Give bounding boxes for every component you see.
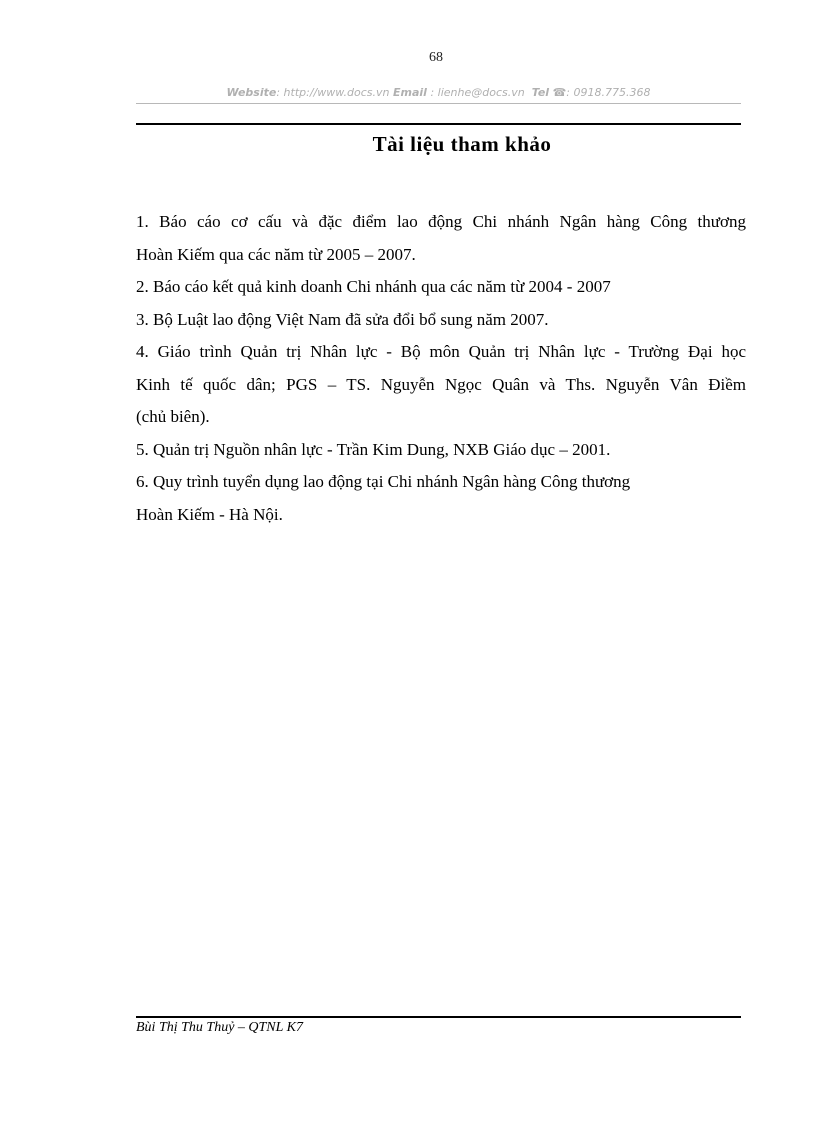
- reference-item: [136, 206, 746, 271]
- reference-line: 1. Báo cáo cơ cấu và đặc điểm lao động Chi nhánh Ngân hàng Công thương: [136, 212, 746, 231]
- reference-line: 6. Quy trình tuyển dụng lao động tại Chi nhánh Ngân hàng Công thương: [136, 472, 631, 491]
- website-url[interactable]: : http://www.docs.vn: [276, 86, 390, 99]
- website-label: Website: [226, 86, 277, 99]
- reference-item: [136, 466, 746, 531]
- reference-line: Hoàn Kiếm - Hà Nội.: [136, 504, 283, 524]
- footer-author: Bùi Thị Thu Thuỷ – QTNL K7: [136, 1020, 304, 1035]
- header-divider-thick: [136, 123, 741, 125]
- reference-list: [136, 206, 746, 531]
- reference-line: Kinh tế quốc dân; PGS – TS. Nguyễn Ngọc Quân và Ths. Nguyễn Vân Điềm: [136, 374, 746, 394]
- reference-line: Hoàn Kiếm qua các năm từ 2005 – 2007.: [136, 244, 416, 264]
- page-title: Tài liệu tham khảo: [372, 132, 552, 156]
- reference-line: 5. Quản trị Nguồn nhân lực - Trần Kim Dung, NXB Giáo dục – 2001.: [136, 439, 611, 459]
- reference-line: (chủ biên).: [136, 407, 210, 426]
- reference-item: [136, 271, 746, 304]
- page-header: [136, 86, 741, 99]
- reference-line: 3. Bộ Luật lao động Việt Nam đã sửa đổi bổ sung năm 2007.: [136, 309, 549, 329]
- reference-item: [136, 304, 746, 337]
- reference-item: [136, 336, 746, 434]
- reference-line: 4. Giáo trình Quản trị Nhân lực - Bộ môn Quản trị Nhân lực - Trường Đại học: [136, 342, 746, 361]
- reference-item: [136, 434, 746, 467]
- header-divider-thin: [136, 103, 741, 104]
- email-address[interactable]: : lienhe@docs.vn: [426, 86, 525, 99]
- reference-line: 2. Báo cáo kết quả kinh doanh Chi nhánh qua các năm từ 2004 - 2007: [136, 277, 611, 296]
- phone-icon: ☎: [552, 86, 567, 99]
- footer-divider: [136, 1016, 741, 1018]
- page-number: 68: [429, 50, 443, 65]
- email-label: Email: [393, 86, 427, 99]
- tel-number: : 0918.775.368: [566, 86, 651, 99]
- tel-label: Tel: [531, 86, 550, 99]
